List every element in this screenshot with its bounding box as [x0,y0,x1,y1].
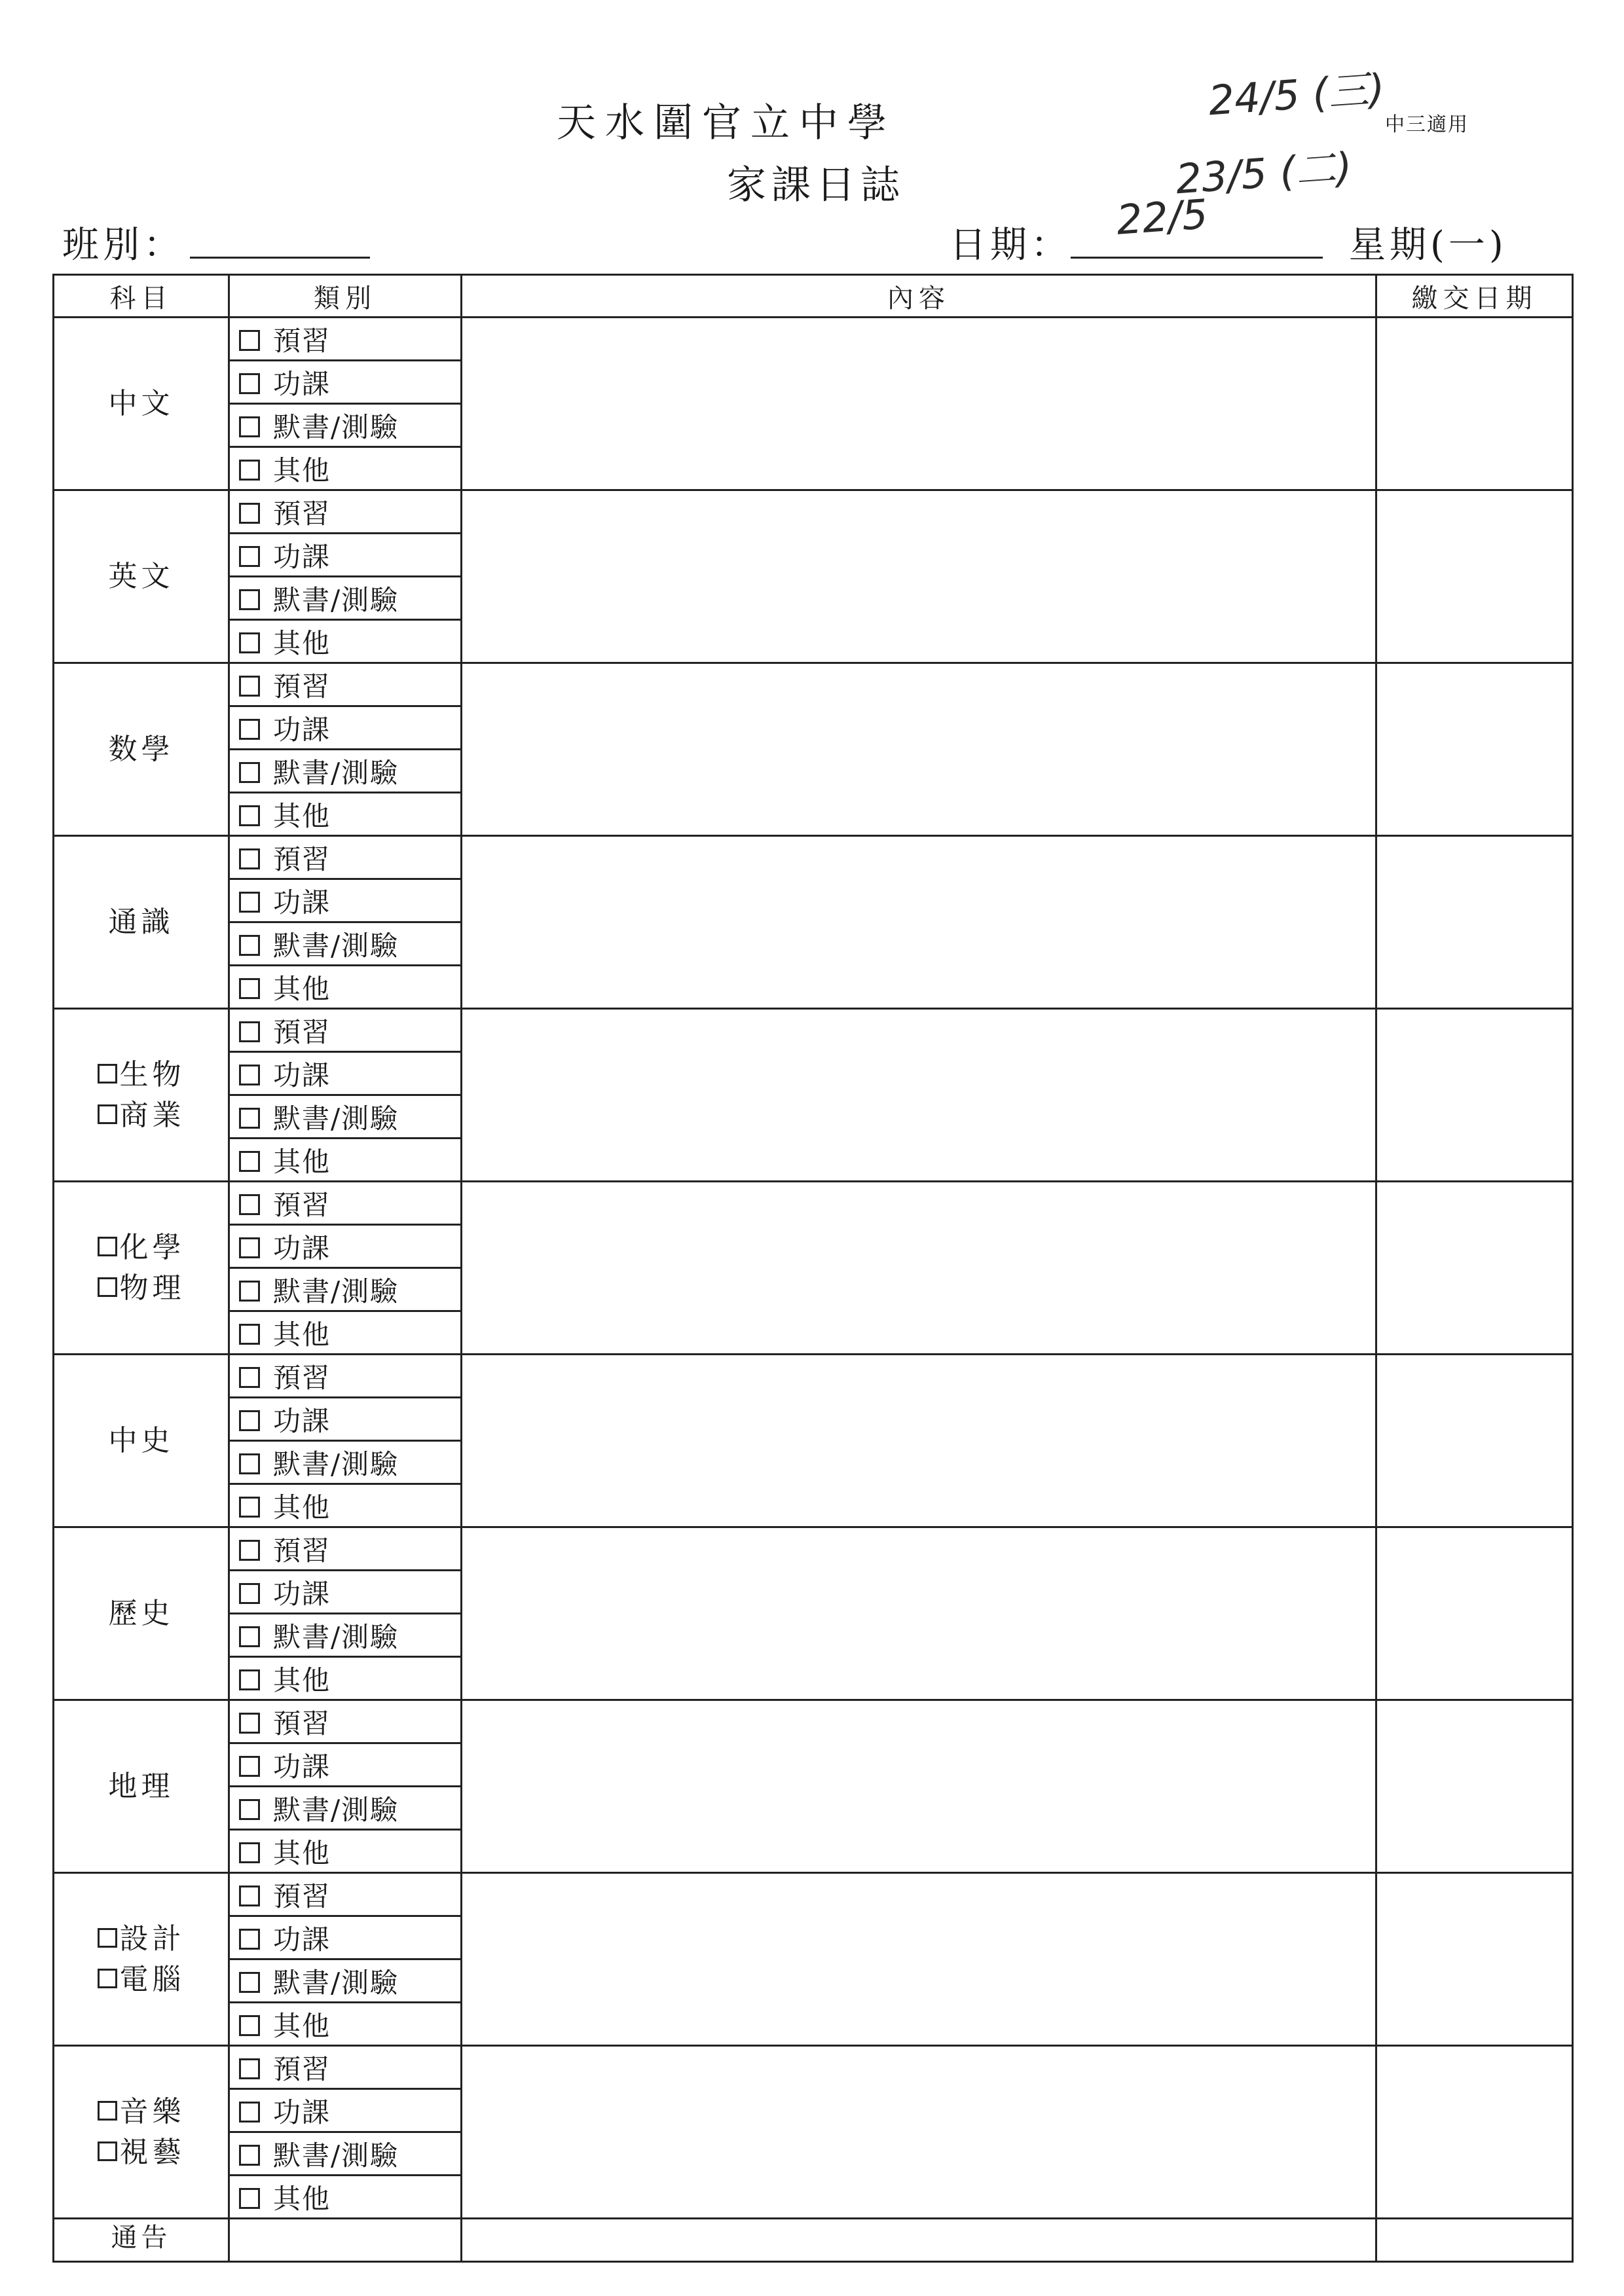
category-label: 預習 [273,670,331,702]
table-row [54,663,1573,706]
category-label: 其他 [273,1836,331,1869]
notice-row [54,2219,1573,2262]
category-option[interactable] [229,1009,462,1052]
content-cell[interactable] [462,663,1376,836]
checkbox-icon[interactable] [98,2101,117,2121]
category-label: 其他 [273,1491,331,1523]
subject-option[interactable] [54,1228,228,1268]
category-label: 默書/測驗 [273,756,399,789]
subject-label: 通識 [108,905,174,939]
category-label: 默書/測驗 [273,410,399,443]
checkbox-icon[interactable] [98,1064,117,1084]
category-option[interactable] [229,966,462,1009]
category-option[interactable] [229,404,462,447]
category-label: 默書/測驗 [273,1620,399,1653]
notice-category-cell[interactable] [229,2219,462,2262]
category-label: 功課 [273,367,331,400]
subject-option [54,384,228,424]
category-option[interactable] [229,2003,462,2046]
checkbox-icon[interactable] [239,460,260,481]
column-header-subject: 科目 [54,275,229,318]
category-option[interactable] [229,1527,462,1571]
category-option[interactable] [229,1484,462,1527]
category-option[interactable] [229,750,462,793]
category-label: 默書/測驗 [273,1448,399,1480]
category-label: 其他 [273,454,331,486]
due-date-cell[interactable] [1376,1873,1573,2046]
category-label: 功課 [273,886,331,919]
subject-cell [54,1700,229,1873]
table-row [54,1009,1573,1052]
subject-label: 商業 [119,1098,185,1132]
content-cell[interactable] [462,1527,1376,1700]
category-option[interactable] [229,318,462,361]
category-label: 預習 [273,1188,331,1221]
category-label: 其他 [273,972,331,1005]
content-cell[interactable] [462,490,1376,663]
category-label: 功課 [273,1923,331,1956]
content-cell[interactable] [462,1009,1376,1182]
subject-option [54,1766,228,1807]
subject-option[interactable] [54,2132,228,2173]
checkbox-icon[interactable] [239,1842,260,1863]
subject-cell [54,1009,229,1182]
checkbox-icon[interactable] [239,1669,260,1690]
category-option[interactable] [229,1225,462,1268]
category-option[interactable] [229,1916,462,1959]
subject-label: 生物 [119,1057,185,1091]
notice-label: 通告 [54,2219,229,2262]
category-label: 默書/測驗 [273,2139,399,2172]
category-option[interactable] [229,1182,462,1225]
checkbox-icon[interactable] [239,1756,260,1777]
subject-option [54,556,228,597]
checkbox-icon[interactable] [239,978,260,999]
category-option[interactable] [229,879,462,922]
subject-label: 歷史 [108,1596,174,1630]
category-option[interactable] [229,1657,462,1700]
checkbox-icon[interactable] [98,1237,117,1256]
category-option[interactable] [229,663,462,706]
category-option[interactable] [229,1959,462,2003]
category-label: 預習 [273,1361,331,1394]
checkbox-icon[interactable] [98,1969,117,1988]
category-option[interactable] [229,2089,462,2132]
checkbox-icon[interactable] [239,2102,260,2123]
checkbox-icon[interactable] [239,2188,260,2209]
content-cell[interactable] [462,1873,1376,2046]
checkbox-icon[interactable] [239,848,260,869]
table-row [54,1527,1573,1571]
category-option[interactable] [229,1700,462,1743]
category-option[interactable] [229,1268,462,1311]
subject-cell [54,1182,229,1355]
checkbox-icon[interactable] [239,762,260,783]
checkbox-icon[interactable] [239,1108,260,1129]
subject-cell [54,663,229,836]
category-label: 默書/測驗 [273,1966,399,1999]
category-option[interactable] [229,447,462,490]
checkbox-icon[interactable] [239,2145,260,2166]
subject-option [54,902,228,943]
subject-label: 化學 [119,1230,185,1264]
subject-cell [54,490,229,663]
category-label: 其他 [273,1145,331,1178]
checkbox-icon[interactable] [239,1194,260,1215]
content-cell[interactable] [462,318,1376,490]
due-date-cell[interactable] [1376,1355,1573,1527]
notice-due-date-cell[interactable] [1376,2219,1573,2262]
checkbox-icon[interactable] [239,1324,260,1345]
category-label: 預習 [273,1880,331,1912]
category-label: 默書/測驗 [273,583,399,616]
category-option[interactable] [229,361,462,404]
table-row [54,1355,1573,1398]
table-row [54,1873,1573,1916]
checkbox-icon[interactable] [239,1972,260,1993]
subject-label: 電腦 [119,1962,185,1996]
category-option[interactable] [229,1830,462,1873]
weekday-label: 星期(一) [1349,224,1507,266]
category-option[interactable] [229,2132,462,2176]
date-label: 日期： [950,224,1071,266]
checkbox-icon[interactable] [239,373,260,394]
checkbox-icon[interactable] [98,1928,117,1948]
category-label: 預習 [273,2052,331,2085]
checkbox-icon[interactable] [239,1453,260,1474]
category-label: 預習 [273,1707,331,1740]
table-row [54,318,1573,361]
category-option[interactable] [229,1139,462,1182]
checkbox-icon[interactable] [239,1065,260,1085]
table-row [54,1182,1573,1225]
category-label: 功課 [273,2096,331,2128]
checkbox-icon[interactable] [239,1540,260,1561]
table-row [54,1700,1573,1743]
due-date-cell[interactable] [1376,1009,1573,1182]
checkbox-icon[interactable] [239,676,260,697]
due-date-cell[interactable] [1376,1700,1573,1873]
checkbox-icon[interactable] [239,416,260,437]
category-label: 功課 [273,1231,331,1264]
subject-option[interactable] [54,1959,228,2000]
checkbox-icon[interactable] [239,892,260,913]
category-label: 其他 [273,2009,331,2042]
content-cell[interactable] [462,1700,1376,1873]
category-option[interactable] [229,1441,462,1484]
handwritten-date-1: 24/5 (三) [1207,64,1386,125]
subject-label: 地理 [108,1769,174,1803]
checkbox-icon[interactable] [239,1626,260,1647]
category-option[interactable] [229,1095,462,1139]
column-header-category: 類別 [229,275,462,318]
category-option[interactable] [229,620,462,663]
checkbox-icon[interactable] [239,1237,260,1258]
checkbox-icon[interactable] [239,1886,260,1906]
handwritten-date-2: 23/5 (二) [1174,143,1354,204]
category-label: 其他 [273,1318,331,1351]
category-option[interactable] [229,1052,462,1095]
due-date-cell[interactable] [1376,1527,1573,1700]
subject-label: 視藝 [119,2135,185,2169]
category-label: 其他 [273,1664,331,1696]
class-field[interactable] [190,257,370,259]
homework-table [52,274,1574,2263]
category-option[interactable] [229,2046,462,2089]
checkbox-icon[interactable] [98,2141,117,2161]
class-label: 班別： [62,224,184,266]
subject-cell [54,318,229,490]
checkbox-icon[interactable] [239,805,260,826]
category-option[interactable] [229,922,462,966]
checkbox-icon[interactable] [239,935,260,956]
checkbox-icon[interactable] [239,1583,260,1604]
subject-option[interactable] [54,1919,228,1959]
category-label: 默書/測驗 [273,1102,399,1135]
column-header-due-date: 繳交日期 [1376,275,1573,318]
category-label: 其他 [273,799,331,832]
subject-option [54,729,228,770]
category-label: 預習 [273,843,331,875]
due-date-cell[interactable] [1376,663,1573,836]
category-label: 功課 [273,713,331,746]
category-label: 其他 [273,2182,331,2215]
content-cell[interactable] [462,1355,1376,1527]
category-label: 默書/測驗 [273,1793,399,1826]
category-option[interactable] [229,490,462,534]
checkbox-icon[interactable] [239,719,260,740]
category-option[interactable] [229,534,462,577]
due-date-cell[interactable] [1376,490,1573,663]
checkbox-icon[interactable] [239,546,260,567]
subject-option[interactable] [54,1055,228,1095]
due-date-cell[interactable] [1376,836,1573,1009]
content-cell[interactable] [462,836,1376,1009]
checkbox-icon[interactable] [239,1929,260,1950]
checkbox-icon[interactable] [239,330,260,351]
notice-content-cell[interactable] [462,2219,1376,2262]
subject-option [54,1594,228,1634]
due-date-cell[interactable] [1376,1182,1573,1355]
due-date-cell[interactable] [1376,2046,1573,2219]
subject-label: 英文 [108,559,174,593]
subject-option[interactable] [54,2092,228,2132]
form-title: 家課日誌 [727,162,905,208]
subject-label: 数學 [108,732,174,766]
subject-label: 中史 [108,1423,174,1457]
subject-cell [54,1527,229,1700]
checkbox-icon[interactable] [239,2058,260,2079]
subject-cell [54,1355,229,1527]
checkbox-icon[interactable] [239,1151,260,1172]
column-header-content: 內容 [462,275,1376,318]
checkbox-icon[interactable] [239,2015,260,2036]
category-option[interactable] [229,1355,462,1398]
category-option[interactable] [229,1311,462,1355]
table-row [54,490,1573,534]
due-date-cell[interactable] [1376,318,1573,490]
subject-label: 物理 [119,1271,185,1305]
checkbox-icon[interactable] [239,1021,260,1042]
subject-label: 音樂 [119,2094,185,2128]
category-label: 默書/測驗 [273,1275,399,1307]
checkbox-icon[interactable] [239,589,260,610]
category-option[interactable] [229,706,462,750]
category-label: 預習 [273,1534,331,1567]
category-label: 功課 [273,1404,331,1437]
subject-cell [54,836,229,1009]
category-label: 預習 [273,1015,331,1048]
category-label: 其他 [273,627,331,659]
checkbox-icon[interactable] [239,632,260,653]
table-body [54,318,1573,2262]
category-label: 默書/測驗 [273,929,399,962]
form-applicability-note: 中三適用 [1385,113,1469,136]
checkbox-icon[interactable] [239,503,260,524]
subject-label: 設計 [119,1922,185,1956]
category-option[interactable] [229,1787,462,1830]
checkbox-icon[interactable] [239,1713,260,1734]
category-option[interactable] [229,1571,462,1614]
category-label: 功課 [273,540,331,573]
category-option[interactable] [229,1873,462,1916]
subject-cell [54,1873,229,2046]
category-option[interactable] [229,1398,462,1441]
category-label: 預習 [273,324,331,357]
category-option[interactable] [229,1743,462,1787]
checkbox-icon[interactable] [239,1281,260,1302]
category-option[interactable] [229,577,462,620]
subject-cell [54,2046,229,2219]
handwritten-date-3: 22/5 [1115,190,1209,244]
checkbox-icon[interactable] [239,1799,260,1820]
content-cell[interactable] [462,1182,1376,1355]
table-row [54,836,1573,879]
table-row [54,2046,1573,2089]
table-header-row [54,275,1573,318]
category-option[interactable] [229,793,462,836]
category-label: 預習 [273,497,331,530]
checkbox-icon[interactable] [98,1277,117,1297]
checkbox-icon[interactable] [239,1410,260,1431]
checkbox-icon[interactable] [239,1497,260,1518]
category-option[interactable] [229,1614,462,1657]
category-label: 功課 [273,1577,331,1610]
subject-option [54,1421,228,1461]
category-option[interactable] [229,836,462,879]
subject-option[interactable] [54,1095,228,1136]
content-cell[interactable] [462,2046,1376,2219]
checkbox-icon[interactable] [239,1367,260,1388]
school-name: 天水圍官立中學 [557,100,896,146]
category-option[interactable] [229,2176,462,2219]
checkbox-icon[interactable] [98,1104,117,1124]
date-field[interactable] [1071,257,1323,259]
category-label: 功課 [273,1059,331,1091]
subject-option[interactable] [54,1268,228,1309]
subject-label: 中文 [108,386,174,420]
category-label: 功課 [273,1750,331,1783]
